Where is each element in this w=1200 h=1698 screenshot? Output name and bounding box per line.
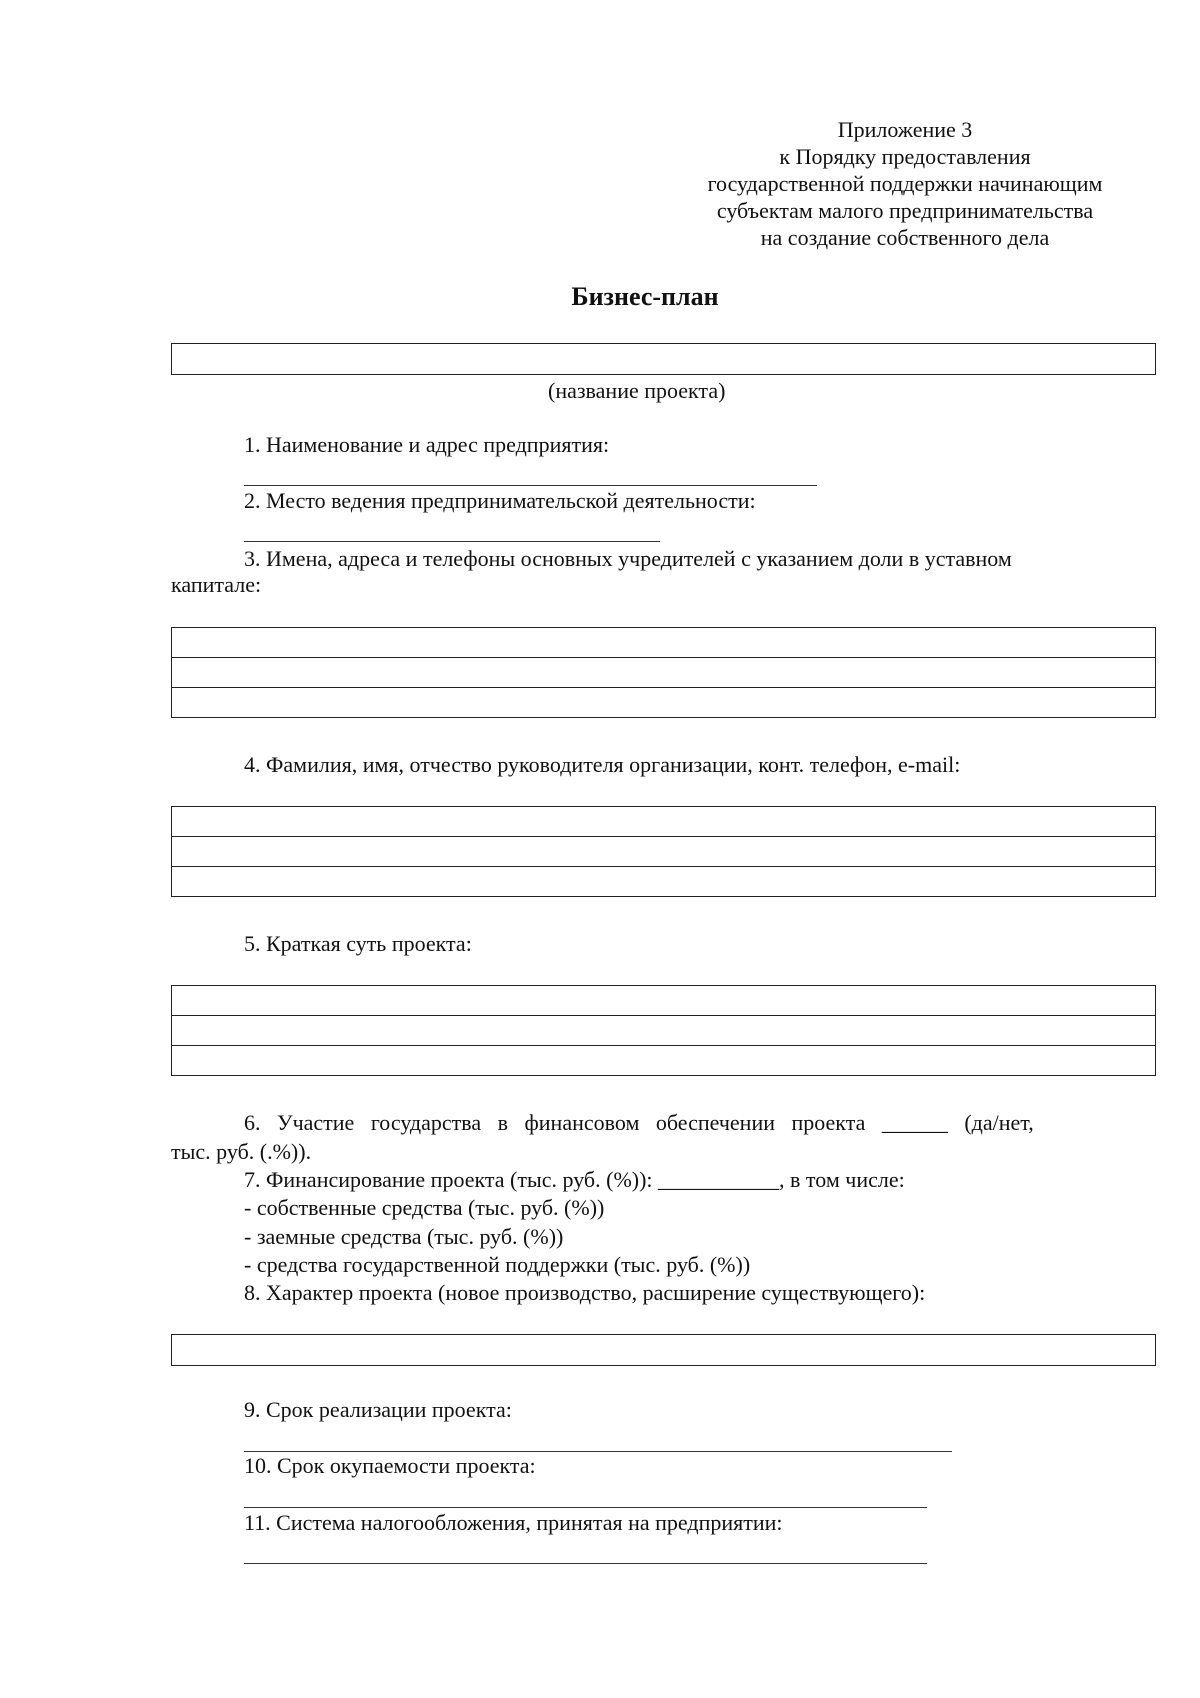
item-8-label: 8. Характер проекта (новое производство, расширение существующего): — [244, 1280, 926, 1305]
table-row — [172, 867, 1156, 897]
table-cell[interactable] — [172, 1046, 1156, 1076]
item-7-own-funds: - собственные средства (тыс. руб. (%)) — [244, 1195, 605, 1220]
table-row — [172, 1046, 1156, 1076]
table-row — [172, 986, 1156, 1016]
item-1-label: 1. Наименование и адрес предприятия: — [244, 432, 610, 457]
project-nature-field[interactable] — [171, 1334, 1156, 1366]
header-line: Приложение 3 — [837, 117, 973, 142]
item-10-label: 10. Срок окупаемости проекта: — [244, 1453, 536, 1478]
item-11-answer-line[interactable] — [244, 1563, 927, 1564]
item-5-label: 5. Краткая суть проекта: — [244, 931, 472, 956]
item-1-answer-line[interactable] — [244, 485, 817, 486]
item-11-label: 11. Система налогообложения, принятая на предприятии: — [244, 1510, 783, 1535]
table-cell[interactable] — [172, 986, 1156, 1016]
item-3-label-cont: капитале: — [171, 572, 262, 597]
project-name-field[interactable] — [171, 343, 1156, 375]
project-name-caption: (название проекта) — [548, 378, 726, 403]
table-cell[interactable] — [172, 1016, 1156, 1046]
item-9-answer-line[interactable] — [244, 1451, 952, 1452]
table-row — [172, 837, 1156, 867]
table-row — [172, 658, 1156, 688]
item-4-label: 4. Фамилия, имя, отчество руководителя организации, конт. телефон, e-mail: — [244, 752, 961, 777]
table-row — [172, 807, 1156, 837]
table-row — [172, 688, 1156, 718]
item-2-label: 2. Место ведения предпринимательской деятельности: — [244, 488, 756, 513]
item-2-answer-line[interactable] — [244, 541, 660, 542]
document-title: Бизнес-план — [571, 282, 719, 311]
header-line: государственной поддержки начинающим — [707, 171, 1103, 196]
item-7-state-support: - средства государственной поддержки (тыс. руб. (%)) — [244, 1252, 751, 1277]
header-line: на создание собственного дела — [760, 225, 1050, 250]
table-cell[interactable] — [172, 837, 1156, 867]
table-cell[interactable] — [172, 628, 1156, 658]
summary-table — [171, 985, 1156, 1076]
table-cell[interactable] — [172, 867, 1156, 897]
table-cell[interactable] — [172, 807, 1156, 837]
manager-table — [171, 806, 1156, 897]
founders-table — [171, 627, 1156, 718]
table-cell[interactable] — [172, 688, 1156, 718]
table-row — [172, 628, 1156, 658]
item-9-label: 9. Срок реализации проекта: — [244, 1397, 512, 1422]
table-row — [172, 1016, 1156, 1046]
item-7-borrowed-funds: - заемные средства (тыс. руб. (%)) — [244, 1224, 564, 1249]
item-10-answer-line[interactable] — [244, 1507, 927, 1508]
item-7-label: 7. Финансирование проекта (тыс. руб. (%)): ___________, в том числе: — [244, 1167, 905, 1192]
header-line: к Порядку предоставления — [779, 144, 1031, 169]
table-cell[interactable] — [172, 658, 1156, 688]
item-3-label: 3. Имена, адреса и телефоны основных учредителей с указанием доли в уставном — [244, 546, 1012, 571]
item-6-label-cont: тыс. руб. (.%)). — [171, 1139, 312, 1164]
item-6-label: 6. Участие государства в финансовом обеспечении проекта ______ (да/нет, — [244, 1110, 1034, 1135]
header-line: субъектам малого предпринимательства — [716, 198, 1094, 223]
appendix-header — [640, 116, 1170, 251]
